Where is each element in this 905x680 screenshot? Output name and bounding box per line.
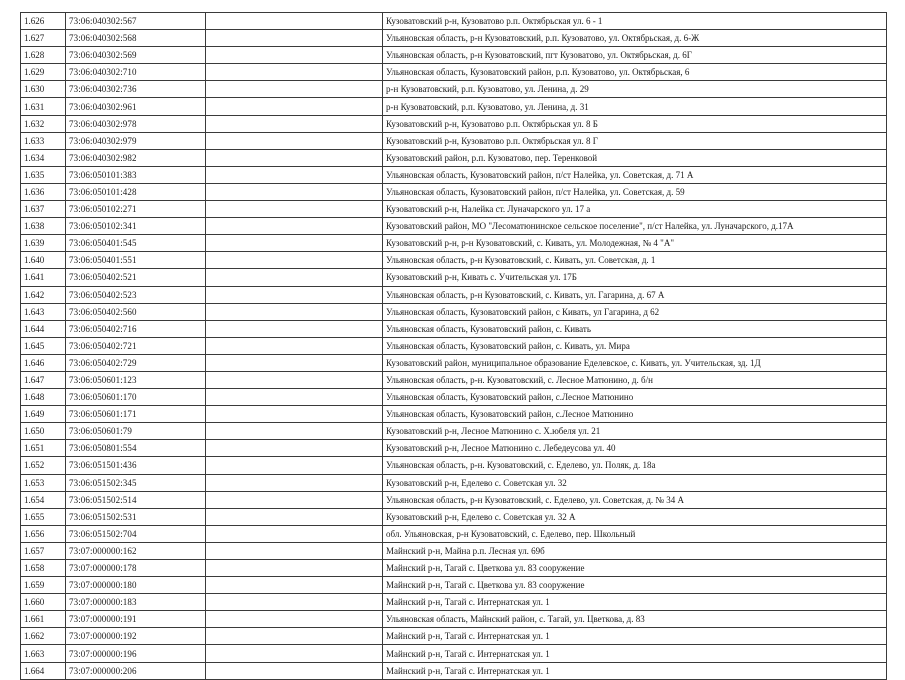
address-cell: Кузоватовский р-н, Лесное Матюнино с. Лебедеусова ул. 40 (383, 440, 887, 457)
registry-table (20, 12, 887, 680)
empty-cell (206, 406, 383, 423)
empty-cell (206, 115, 383, 132)
row-number-cell: 1.652 (21, 457, 66, 474)
empty-cell (206, 662, 383, 679)
table-row (21, 13, 887, 30)
address-cell: Кузоватовский р-н, Кузоватово р.п. Октябрьская ул. 8 Г (383, 132, 887, 149)
row-number-cell: 1.642 (21, 286, 66, 303)
address-cell: Ульяновская область, Кузоватовский район, с Кивать, ул Гагарина, д 62 (383, 303, 887, 320)
address-cell: Ульяновская область, р-н. Кузоватовский, с. Еделево, ул. Поляк, д. 18а (383, 457, 887, 474)
empty-cell (206, 371, 383, 388)
address-cell: Ульяновская область, Кузоватовский район, р.п. Кузоватово, ул. Октябрьская, 6 (383, 64, 887, 81)
cadastral-number-cell: 73:07:000000:191 (66, 611, 206, 628)
row-number-cell: 1.643 (21, 303, 66, 320)
cadastral-number-cell: 73:06:050601:171 (66, 406, 206, 423)
empty-cell (206, 303, 383, 320)
empty-cell (206, 166, 383, 183)
table-row (21, 30, 887, 47)
table-row (21, 269, 887, 286)
row-number-cell: 1.659 (21, 577, 66, 594)
address-cell: Ульяновская область, р-н Кузоватовский, с. Еделево, ул. Советская, д. № 34 А (383, 491, 887, 508)
row-number-cell: 1.649 (21, 406, 66, 423)
cadastral-number-cell: 73:06:050402:560 (66, 303, 206, 320)
row-number-cell: 1.628 (21, 47, 66, 64)
table-row (21, 406, 887, 423)
empty-cell (206, 628, 383, 645)
cadastral-number-cell: 73:07:000000:178 (66, 560, 206, 577)
table-row (21, 218, 887, 235)
table-row (21, 115, 887, 132)
empty-cell (206, 30, 383, 47)
address-cell: р-н Кузоватовский, р.п. Кузоватово, ул. Ленина, д. 31 (383, 98, 887, 115)
cadastral-number-cell: 73:06:051502:514 (66, 491, 206, 508)
cadastral-number-cell: 73:07:000000:206 (66, 662, 206, 679)
cadastral-number-cell: 73:06:050401:551 (66, 252, 206, 269)
row-number-cell: 1.660 (21, 594, 66, 611)
empty-cell (206, 201, 383, 218)
cadastral-number-cell: 73:06:051502:345 (66, 474, 206, 491)
row-number-cell: 1.639 (21, 235, 66, 252)
address-cell: Ульяновская область, Кузоватовский район, с.Лесное Матюнино (383, 406, 887, 423)
row-number-cell: 1.661 (21, 611, 66, 628)
empty-cell (206, 286, 383, 303)
empty-cell (206, 508, 383, 525)
empty-cell (206, 423, 383, 440)
address-cell: Кузоватовский р-н, Лесное Матюнино с. Х.юбеля ул. 21 (383, 423, 887, 440)
row-number-cell: 1.644 (21, 320, 66, 337)
row-number-cell: 1.664 (21, 662, 66, 679)
table-row (21, 525, 887, 542)
cadastral-number-cell: 73:06:051502:531 (66, 508, 206, 525)
address-cell: р-н Кузоватовский, р.п. Кузоватово, ул. Ленина, д. 29 (383, 81, 887, 98)
address-cell: Майнский р-н, Тагай с. Интернатская ул. 1 (383, 594, 887, 611)
empty-cell (206, 491, 383, 508)
table-row (21, 303, 887, 320)
cadastral-number-cell: 73:07:000000:196 (66, 645, 206, 662)
cadastral-number-cell: 73:06:040302:961 (66, 98, 206, 115)
table-row (21, 47, 887, 64)
address-cell: Кузоватовский р-н, Налейка ст. Луначарского ул. 17 а (383, 201, 887, 218)
cadastral-number-cell: 73:06:050402:523 (66, 286, 206, 303)
registry-table-body (21, 13, 887, 680)
row-number-cell: 1.637 (21, 201, 66, 218)
table-row (21, 508, 887, 525)
row-number-cell: 1.629 (21, 64, 66, 81)
row-number-cell: 1.638 (21, 218, 66, 235)
empty-cell (206, 183, 383, 200)
cadastral-number-cell: 73:06:050102:271 (66, 201, 206, 218)
cadastral-number-cell: 73:06:050402:729 (66, 354, 206, 371)
table-row (21, 389, 887, 406)
row-number-cell: 1.658 (21, 560, 66, 577)
row-number-cell: 1.662 (21, 628, 66, 645)
address-cell: Майнский р-н, Тагай с. Цветкова ул. 83 сооружение (383, 577, 887, 594)
row-number-cell: 1.640 (21, 252, 66, 269)
cadastral-number-cell: 73:06:040302:982 (66, 149, 206, 166)
cadastral-number-cell: 73:06:050601:123 (66, 371, 206, 388)
cadastral-number-cell: 73:06:050101:428 (66, 183, 206, 200)
address-cell: Ульяновская область, Кузоватовский район, п/ст Налейка, ул. Советская, д. 71 А (383, 166, 887, 183)
address-cell: обл. Ульяновская, р-н Кузоватовский, с. Еделево, пер. Школьный (383, 525, 887, 542)
table-row (21, 81, 887, 98)
row-number-cell: 1.663 (21, 645, 66, 662)
cadastral-number-cell: 73:07:000000:183 (66, 594, 206, 611)
cadastral-number-cell: 73:06:050601:79 (66, 423, 206, 440)
empty-cell (206, 252, 383, 269)
empty-cell (206, 218, 383, 235)
address-cell: Майнский р-н, Тагай с. Цветкова ул. 83 сооружение (383, 560, 887, 577)
address-cell: Кузоватовский район, р.п. Кузоватово, пер. Теренковой (383, 149, 887, 166)
table-row (21, 542, 887, 559)
empty-cell (206, 611, 383, 628)
cadastral-number-cell: 73:06:050401:545 (66, 235, 206, 252)
row-number-cell: 1.650 (21, 423, 66, 440)
empty-cell (206, 98, 383, 115)
address-cell: Ульяновская область, Майнский район, с. Тагай, ул. Цветкова, д. 83 (383, 611, 887, 628)
table-row (21, 64, 887, 81)
row-number-cell: 1.635 (21, 166, 66, 183)
empty-cell (206, 269, 383, 286)
table-row (21, 252, 887, 269)
row-number-cell: 1.654 (21, 491, 66, 508)
cadastral-number-cell: 73:07:000000:180 (66, 577, 206, 594)
address-cell: Кузоватовский район, муниципальное образование Еделевское, с. Кивать, ул. Учительская, зд. 1Д (383, 354, 887, 371)
empty-cell (206, 440, 383, 457)
empty-cell (206, 47, 383, 64)
row-number-cell: 1.633 (21, 132, 66, 149)
address-cell: Ульяновская область, р-н Кузоватовский, с. Кивать, ул. Гагарина, д. 67 А (383, 286, 887, 303)
empty-cell (206, 13, 383, 30)
row-number-cell: 1.630 (21, 81, 66, 98)
cadastral-number-cell: 73:06:051501:436 (66, 457, 206, 474)
row-number-cell: 1.641 (21, 269, 66, 286)
cadastral-number-cell: 73:07:000000:162 (66, 542, 206, 559)
empty-cell (206, 235, 383, 252)
address-cell: Ульяновская область, Кузоватовский район, с. Кивать (383, 320, 887, 337)
table-row (21, 628, 887, 645)
cadastral-number-cell: 73:06:050101:383 (66, 166, 206, 183)
table-row (21, 320, 887, 337)
empty-cell (206, 542, 383, 559)
cadastral-number-cell: 73:06:040302:567 (66, 13, 206, 30)
empty-cell (206, 474, 383, 491)
cadastral-number-cell: 73:06:050801:554 (66, 440, 206, 457)
empty-cell (206, 457, 383, 474)
row-number-cell: 1.627 (21, 30, 66, 47)
table-row (21, 474, 887, 491)
table-row (21, 149, 887, 166)
table-row (21, 662, 887, 679)
cadastral-number-cell: 73:06:040302:978 (66, 115, 206, 132)
empty-cell (206, 389, 383, 406)
address-cell: Майнский р-н, Тагай с. Интернатская ул. 1 (383, 628, 887, 645)
address-cell: Кузоватовский р-н, Еделево с. Советская ул. 32 (383, 474, 887, 491)
row-number-cell: 1.656 (21, 525, 66, 542)
address-cell: Ульяновская область, р-н Кузоватовский, с. Кивать, ул. Советская, д. 1 (383, 252, 887, 269)
empty-cell (206, 337, 383, 354)
row-number-cell: 1.648 (21, 389, 66, 406)
table-row (21, 577, 887, 594)
address-cell: Кузоватовский р-н, Еделево с. Советская ул. 32 А (383, 508, 887, 525)
row-number-cell: 1.653 (21, 474, 66, 491)
table-row (21, 166, 887, 183)
empty-cell (206, 577, 383, 594)
cadastral-number-cell: 73:06:050402:716 (66, 320, 206, 337)
empty-cell (206, 525, 383, 542)
row-number-cell: 1.634 (21, 149, 66, 166)
cadastral-number-cell: 73:06:050402:521 (66, 269, 206, 286)
address-cell: Кузоватовский р-н, Кузоватово р.п. Октябрьская ул. 6 - 1 (383, 13, 887, 30)
cadastral-number-cell: 73:06:040302:736 (66, 81, 206, 98)
table-row (21, 98, 887, 115)
address-cell: Майнский р-н, Тагай с. Интернатская ул. 1 (383, 662, 887, 679)
cadastral-number-cell: 73:06:050402:721 (66, 337, 206, 354)
empty-cell (206, 132, 383, 149)
table-row (21, 457, 887, 474)
empty-cell (206, 149, 383, 166)
address-cell: Ульяновская область, Кузоватовский район, с.Лесное Матюнино (383, 389, 887, 406)
cadastral-number-cell: 73:06:040302:710 (66, 64, 206, 81)
table-row (21, 371, 887, 388)
address-cell: Майнский р-н, Майна р.п. Лесная ул. 69б (383, 542, 887, 559)
cadastral-number-cell: 73:06:050102:341 (66, 218, 206, 235)
empty-cell (206, 560, 383, 577)
row-number-cell: 1.655 (21, 508, 66, 525)
table-row (21, 337, 887, 354)
cadastral-number-cell: 73:06:040302:569 (66, 47, 206, 64)
address-cell: Майнский р-н, Тагай с. Интернатская ул. 1 (383, 645, 887, 662)
row-number-cell: 1.646 (21, 354, 66, 371)
table-row (21, 183, 887, 200)
empty-cell (206, 354, 383, 371)
table-row (21, 560, 887, 577)
row-number-cell: 1.632 (21, 115, 66, 132)
empty-cell (206, 64, 383, 81)
address-cell: Кузоватовский р-н, Кузоватово р.п. Октябрьская ул. 8 Б (383, 115, 887, 132)
empty-cell (206, 594, 383, 611)
address-cell: Ульяновская область, р-н Кузоватовский, пгт Кузоватово, ул. Октябрьская, д. 6Г (383, 47, 887, 64)
empty-cell (206, 645, 383, 662)
table-row (21, 440, 887, 457)
table-row (21, 594, 887, 611)
row-number-cell: 1.651 (21, 440, 66, 457)
address-cell: Ульяновская область, р-н. Кузоватовский, с. Лесное Матюнино, д. б/н (383, 371, 887, 388)
table-row (21, 491, 887, 508)
address-cell: Ульяновская область, Кузоватовский район, с. Кивать, ул. Мира (383, 337, 887, 354)
table-row (21, 201, 887, 218)
row-number-cell: 1.647 (21, 371, 66, 388)
table-row (21, 645, 887, 662)
address-cell: Кузоватовский р-н, р-н Кузоватовский, с. Кивать, ул. Молодежная, № 4 "А" (383, 235, 887, 252)
table-row (21, 132, 887, 149)
address-cell: Ульяновская область, Кузоватовский район, п/ст Налейка, ул. Советская, д. 59 (383, 183, 887, 200)
table-row (21, 354, 887, 371)
table-row (21, 235, 887, 252)
cadastral-number-cell: 73:07:000000:192 (66, 628, 206, 645)
row-number-cell: 1.645 (21, 337, 66, 354)
cadastral-number-cell: 73:06:040302:568 (66, 30, 206, 47)
empty-cell (206, 320, 383, 337)
row-number-cell: 1.631 (21, 98, 66, 115)
empty-cell (206, 81, 383, 98)
row-number-cell: 1.657 (21, 542, 66, 559)
cadastral-number-cell: 73:06:050601:170 (66, 389, 206, 406)
address-cell: Ульяновская область, р-н Кузоватовский, р.п. Кузоватово, ул. Октябрьская, д. 6-Ж (383, 30, 887, 47)
cadastral-number-cell: 73:06:051502:704 (66, 525, 206, 542)
table-row (21, 423, 887, 440)
table-row (21, 286, 887, 303)
table-row (21, 611, 887, 628)
row-number-cell: 1.626 (21, 13, 66, 30)
address-cell: Кузоватовский район, МО "Лесоматюнинское сельское поселение", п/ст Налейка, ул. Луначарского, д.17А (383, 218, 887, 235)
row-number-cell: 1.636 (21, 183, 66, 200)
address-cell: Кузоватовский р-н, Кивать с. Учительская ул. 17Б (383, 269, 887, 286)
cadastral-number-cell: 73:06:040302:979 (66, 132, 206, 149)
